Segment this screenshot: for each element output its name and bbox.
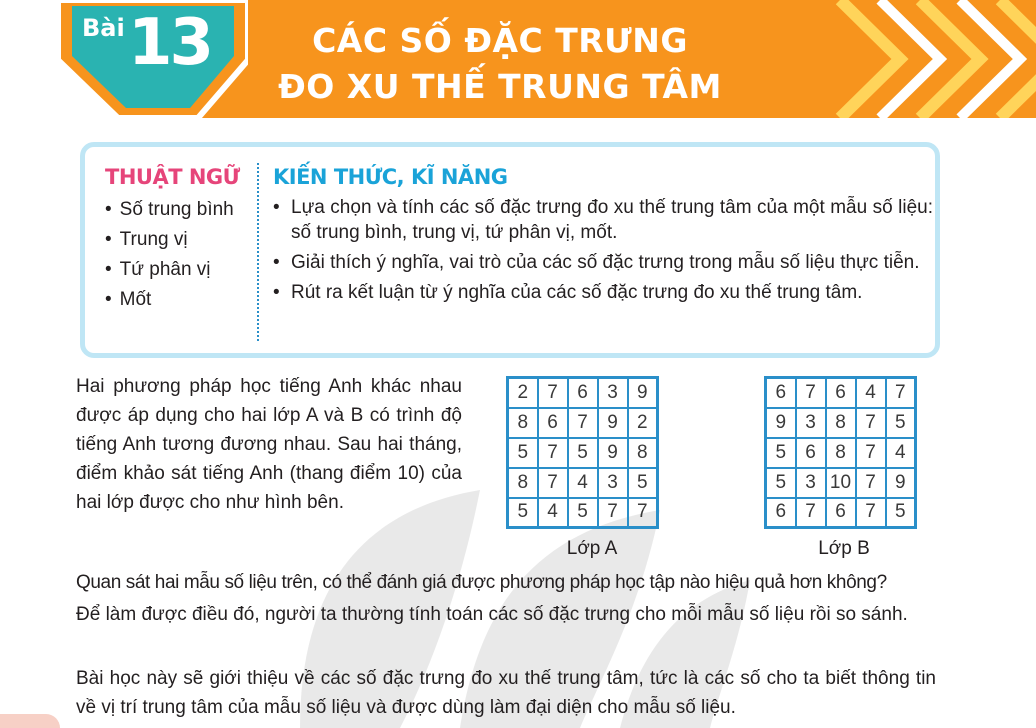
table-cell: 5 [766, 438, 796, 468]
table-cell: 8 [628, 438, 658, 468]
table-cell: 2 [628, 408, 658, 438]
terms-title: THUẬT NGỮ [105, 165, 240, 189]
table-cell: 5 [766, 468, 796, 498]
table-cell: 10 [826, 468, 856, 498]
table-cell: 5 [886, 498, 916, 528]
divider [257, 163, 259, 341]
table-cell: 6 [826, 378, 856, 408]
title-line-2: ĐO XU THẾ TRUNG TÂM [278, 67, 722, 106]
table-cell: 5 [886, 408, 916, 438]
table-cell: 4 [568, 468, 598, 498]
table-row [766, 438, 916, 468]
method-paragraph: Để làm được điều đó, người ta thường tính toán các số đặc trưng cho mỗi mẫu số liệu rồi so sánh. [76, 604, 908, 625]
skill-item: • Lựa chọn và tính các số đặc trưng đo xu thế trung tâm của một mẫu số liệu: số trung bình, trung vị, tứ phân vị, mốt. [273, 195, 933, 245]
table-row [766, 408, 916, 438]
table-cell: 9 [886, 468, 916, 498]
intro-paragraph: Hai phương pháp học tiếng Anh khác nhau được áp dụng cho hai lớp A và B có trình độ tiếng Anh tương đương nhau. Sau hai tháng, điểm khảo sát tiếng Anh (thang điểm 10) của hai lớp được cho như hình bên. [76, 376, 462, 513]
chevron-decoration-icon [820, 0, 1036, 118]
table-cell: 7 [856, 498, 886, 528]
table-cell: 7 [856, 408, 886, 438]
table-cell: 4 [886, 438, 916, 468]
page-title [150, 18, 850, 110]
table-cell: 3 [796, 408, 826, 438]
skill-item: • Giải thích ý nghĩa, vai trò của các số đặc trưng trong mẫu số liệu thực tiễn. [273, 250, 933, 275]
table-cell: 7 [886, 378, 916, 408]
table-cell: 7 [856, 438, 886, 468]
table-cell: 6 [796, 438, 826, 468]
table-cell: 6 [538, 408, 568, 438]
table-cell: 6 [826, 498, 856, 528]
info-box [80, 142, 940, 358]
table-cell: 7 [856, 468, 886, 498]
term-item: • Số trung bình [105, 195, 265, 225]
table-cell: 3 [598, 468, 628, 498]
table-cell: 8 [826, 438, 856, 468]
skills-section [273, 165, 933, 310]
table-cell: 6 [766, 378, 796, 408]
table-cell: 4 [856, 378, 886, 408]
lesson-word: Bài [82, 14, 125, 42]
table-cell: 3 [598, 378, 628, 408]
table-cell: 9 [628, 378, 658, 408]
footer-decoration [0, 714, 60, 728]
table-row [766, 378, 916, 408]
table-row [508, 408, 658, 438]
lesson-number: 13 [128, 6, 212, 80]
class-b-caption: Lớp B [818, 538, 870, 559]
table-cell: 9 [598, 408, 628, 438]
term-item: • Mốt [105, 285, 265, 315]
table-cell: 8 [508, 468, 538, 498]
table-cell: 9 [598, 438, 628, 468]
table-cell: 5 [508, 438, 538, 468]
table-cell: 7 [598, 498, 628, 528]
table-row [508, 468, 658, 498]
term-item: • Trung vị [105, 225, 265, 255]
table-row [508, 378, 658, 408]
table-cell: 7 [796, 498, 826, 528]
table-cell: 7 [538, 468, 568, 498]
table-cell: 7 [628, 498, 658, 528]
lesson-intro-paragraph: Bài học này sẽ giới thiệu về các số đặc trưng đo xu thế trung tâm, tức là các số cho ta biết thông tin về vị trí trung tâm của mẫu số liệu và được dùng làm đại diện cho mẫu số liệu. [76, 668, 936, 718]
table-cell: 6 [766, 498, 796, 528]
term-item: • Tứ phân vị [105, 255, 265, 285]
table-cell: 5 [568, 498, 598, 528]
table-cell: 8 [826, 408, 856, 438]
table-cell: 5 [508, 498, 538, 528]
terms-section [105, 165, 265, 315]
table-cell: 7 [538, 438, 568, 468]
question-paragraph: Quan sát hai mẫu số liệu trên, có thể đánh giá được phương pháp học tập nào hiệu quả hơn không? [76, 572, 887, 593]
table-cell: 3 [796, 468, 826, 498]
table-cell: 7 [568, 408, 598, 438]
class-b-table [764, 376, 917, 529]
table-cell: 8 [508, 408, 538, 438]
title-line-1: CÁC SỐ ĐẶC TRƯNG [312, 21, 688, 60]
table-cell: 4 [538, 498, 568, 528]
table-cell: 7 [538, 378, 568, 408]
table-cell: 5 [568, 438, 598, 468]
class-a-caption: Lớp A [566, 538, 618, 559]
table-row [508, 438, 658, 468]
table-row [766, 468, 916, 498]
table-row [508, 498, 658, 528]
table-cell: 5 [628, 468, 658, 498]
table-cell: 9 [766, 408, 796, 438]
skill-item: • Rút ra kết luận từ ý nghĩa của các số đặc trưng đo xu thế trung tâm. [273, 280, 933, 305]
table-cell: 6 [568, 378, 598, 408]
skills-title: KIẾN THỨC, KĨ NĂNG [273, 165, 508, 189]
table-cell: 7 [796, 378, 826, 408]
table-cell: 2 [508, 378, 538, 408]
class-a-table [506, 376, 659, 529]
table-row [766, 498, 916, 528]
